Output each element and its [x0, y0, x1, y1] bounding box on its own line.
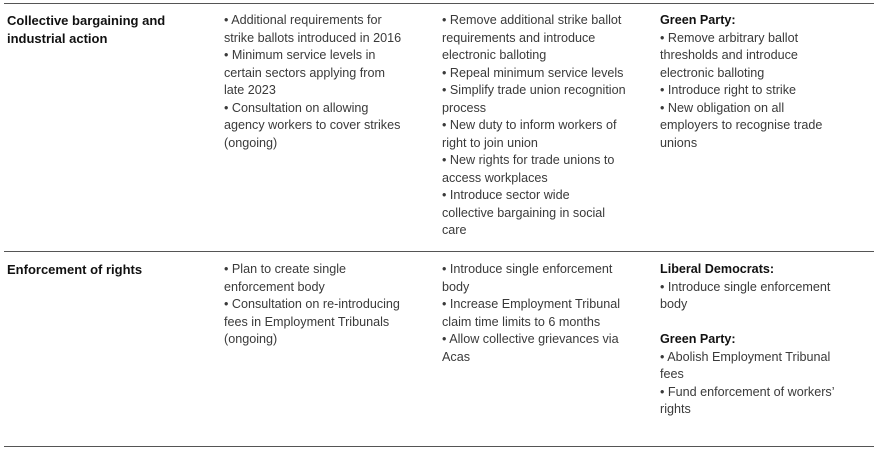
cell-line: • Plan to create single [224, 262, 347, 276]
party-name: Liberal Democrats: [660, 262, 775, 276]
cell-line: unions [660, 135, 698, 150]
top-divider [4, 3, 874, 4]
cell-line: agency workers to cover strikes [224, 118, 401, 132]
cell-line: electronic balloting [442, 48, 547, 62]
cell-line: • Consultation on allowing [224, 100, 369, 115]
current-policy-cell [224, 12, 434, 152]
party-name: Green Party: [660, 13, 736, 27]
cell-line: • New rights for trade unions to [442, 153, 615, 167]
cell-line: claim time limits to 6 months [442, 314, 601, 329]
labour-proposals-cell [442, 261, 654, 366]
cell-line: right to join union [442, 135, 538, 150]
cell-line: • Introduce sector wide [442, 188, 570, 202]
cell-line: access workplaces [442, 170, 548, 185]
cell-line: • Increase Employment Tribunal [442, 297, 621, 311]
cell-line: • Minimum service levels in [224, 48, 376, 62]
cell-line: rights [660, 402, 691, 416]
cell-line: body [660, 297, 688, 311]
cell-line: • Fund enforcement of workers’ [660, 384, 835, 399]
row-topic [7, 12, 207, 48]
cell-line: • Introduce single enforcement [442, 262, 613, 276]
topic-line: Collective bargaining and [7, 13, 166, 28]
cell-line: • Introduce single enforcement [660, 279, 831, 294]
row-topic [7, 261, 207, 279]
row-divider [4, 251, 874, 252]
cell-line: • Consultation on re-introducing [224, 297, 400, 311]
cell-line: strike ballots introduced in 2016 [224, 30, 402, 45]
cell-line: fees [660, 367, 684, 381]
cell-line: • Remove additional strike ballot [442, 13, 622, 27]
party-name: Green Party: [660, 332, 736, 346]
other-parties-cell [660, 261, 870, 419]
cell-line: • Introduce right to strike [660, 83, 797, 97]
cell-line: electronic balloting [660, 65, 765, 80]
labour-proposals-cell [442, 12, 654, 240]
cell-line: fees in Employment Tribunals [224, 314, 390, 329]
cell-line: • Abolish Employment Tribunal [660, 349, 831, 364]
cell-line: • Allow collective grievances via [442, 332, 619, 346]
other-parties-cell [660, 12, 870, 152]
topic-line: industrial action [7, 31, 108, 46]
cell-line: • New obligation on all [660, 100, 785, 115]
cell-line: requirements and introduce [442, 30, 596, 45]
cell-line: care [442, 223, 467, 237]
cell-line: collective bargaining in social [442, 205, 606, 220]
cell-line: (ongoing) [224, 135, 278, 150]
current-policy-cell [224, 261, 434, 349]
topic-line: Enforcement of rights [7, 262, 143, 277]
cell-line: process [442, 100, 487, 115]
cell-line: certain sectors applying from [224, 65, 385, 80]
cell-line: • Repeal minimum service levels [442, 65, 624, 80]
cell-line: • Additional requirements for [224, 13, 382, 27]
cell-line: (ongoing) [224, 332, 278, 346]
cell-line: late 2023 [224, 83, 276, 97]
cell-line: • Remove arbitrary ballot [660, 30, 799, 45]
cell-line: body [442, 279, 470, 294]
cell-line: Acas [442, 349, 470, 364]
cell-line: employers to recognise trade [660, 118, 823, 132]
bottom-divider [4, 446, 874, 447]
cell-line: thresholds and introduce [660, 48, 798, 62]
cell-line: enforcement body [224, 279, 325, 294]
cell-line: • Simplify trade union recognition [442, 83, 626, 97]
cell-line: • New duty to inform workers of [442, 118, 617, 132]
party-spacer [660, 314, 870, 332]
